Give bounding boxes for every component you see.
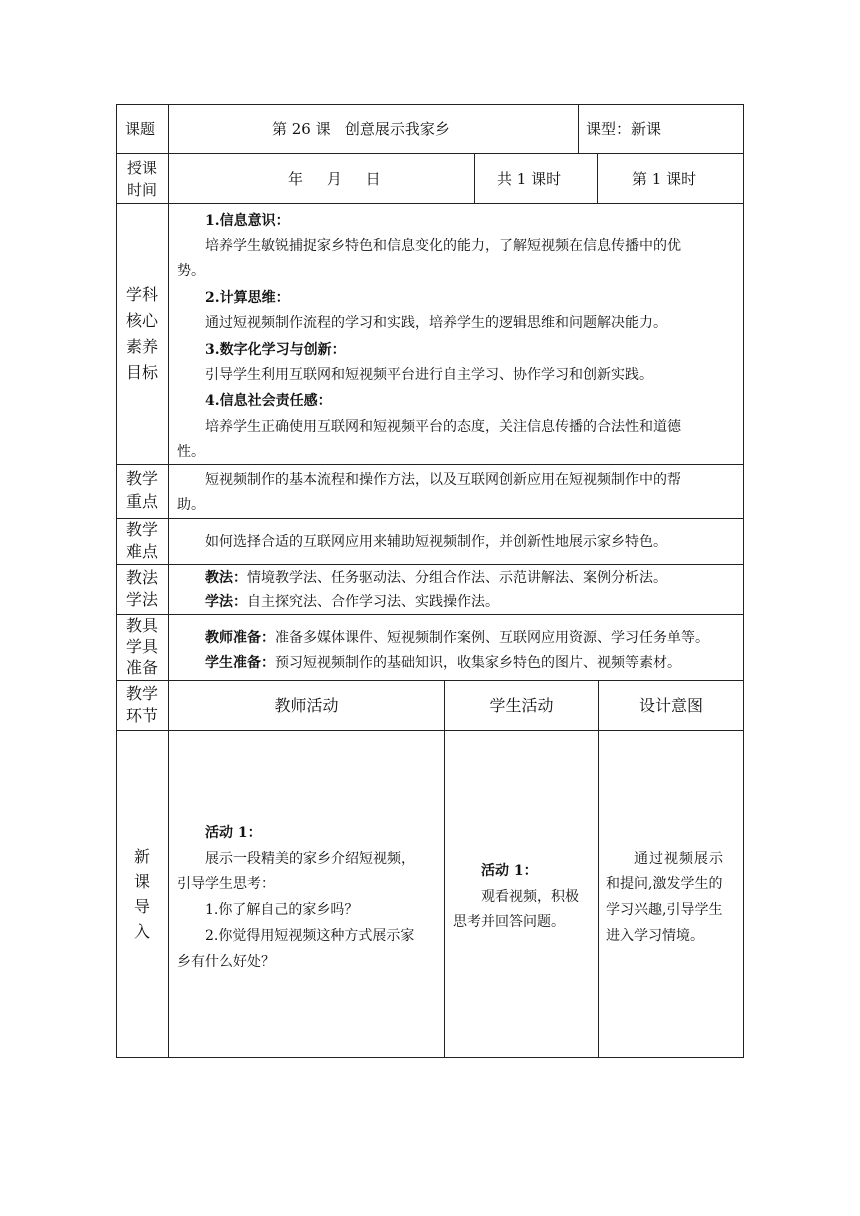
intro-label-4: 入 [133,922,150,941]
goal-3-text-1: 引导学生利用互联网和短视频平台进行自主学习、协作学习和创新实践。 [205,367,653,383]
intro-label-2: 课 [133,872,150,891]
teacher-prep-text: 准备多媒体课件、短视频制作案例、互联网应用资源、学习任务单等。 [275,630,709,646]
intro-teacher-q2-l2: 乡有什么好处？ [177,954,275,970]
difficulties-label-1: 教学 [125,520,158,539]
intro-student-line2: 思考并回答问题。 [453,914,565,930]
methods-label-1: 教法 [125,568,158,587]
stage-label-2: 环节 [125,706,158,725]
intro-student-heading: 活动 1： [481,863,538,879]
keypoints-label-2: 重点 [125,492,158,511]
teach-method-label: 教法： [205,570,247,586]
goals-label-2: 核心 [125,311,158,330]
student-prep-label: 学生准备： [205,655,275,671]
topic-label: 课题 [125,120,156,138]
goals-label-1: 学科 [125,285,158,304]
goal-2-heading: 2.计算思维： [205,290,290,306]
tools-label-2: 学具 [125,637,158,656]
difficulties-text: 如何选择合适的互联网应用来辅助短视频制作，并创新性地展示家乡特色。 [205,534,667,550]
stage-label-1: 教学 [125,684,158,703]
intro-teacher-line2: 引导学生思考： [177,876,275,892]
goal-4-text-1: 培养学生正确使用互联网和短视频平台的态度，关注信息传播的合法性和道德 [205,419,681,435]
goal-2-text-1: 通过短视频制作流程的学习和实践，培养学生的逻辑思维和问题解决能力。 [205,315,667,331]
teacher-prep-label: 教师准备： [205,630,275,646]
intro-teacher-q1: 1.你了解自己的家乡吗？ [205,902,359,918]
date-text: 年 月 日 [288,170,381,188]
tools-label-3: 准备 [125,658,158,677]
keypoints-label-1: 教学 [125,469,158,488]
goal-4-text-2: 性。 [177,444,205,460]
intro-design-line4: 进入学习情境。 [606,928,704,944]
intro-label-cell [116,730,169,1058]
tools-label-1: 教具 [125,616,158,635]
goal-3-heading: 3.数字化学习与创新： [205,342,346,358]
intro-student-line1: 观看视频，积极 [481,889,579,905]
goal-1-text-2: 势。 [177,263,205,279]
intro-teacher-line1: 展示一段精美的家乡介绍短视频， [205,851,415,867]
nth-hour: 第 1 课时 [632,170,697,188]
goals-label-4: 目标 [125,363,158,382]
methods-teach-line [205,566,667,590]
goal-1-text-1: 培养学生敏锐捕捉家乡特色和信息变化的能力，了解短视频在信息传播中的优 [205,238,681,254]
intro-teacher-q2-l1: 2.你觉得用短视频这种方式展示家 [205,928,415,944]
goals-label-3: 素养 [125,337,158,356]
student-prep-text: 预习短视频制作的基础知识，收集家乡特色的图片、视频等素材。 [275,655,681,671]
total-hours: 共 1 课时 [497,170,562,188]
lesson-title: 第 26 课 创意展示我家乡 [272,120,450,138]
tools-student-line [205,651,681,675]
methods-learn-line [205,590,499,614]
student-activity-header: 学生活动 [489,696,554,715]
intro-design-line2: 和提问,激发学生的 [606,876,723,892]
intro-label-1: 新 [133,847,150,866]
teacher-activity-header: 教师活动 [274,696,339,715]
learn-method-label: 学法： [205,594,247,610]
intro-design-line1: 通过视频展示 [634,851,724,867]
time-label-2: 时间 [126,181,157,199]
intro-design-line3: 学习兴趣,引导学生 [606,902,723,918]
intro-label-3: 导 [133,897,150,916]
tools-teacher-line [205,626,709,650]
goals-label-cell [116,203,169,465]
keypoints-text-2: 助。 [177,497,205,513]
intro-teacher-heading: 活动 1： [205,825,262,841]
design-intent-header: 设计意图 [638,696,703,715]
methods-label-2: 学法 [125,590,158,609]
teach-method-text: 情境教学法、任务驱动法、分组合作法、示范讲解法、案例分析法。 [247,570,667,586]
learn-method-text: 自主探究法、合作学习法、实践操作法。 [247,594,499,610]
keypoints-text-1: 短视频制作的基本流程和操作方法，以及互联网创新应用在短视频制作中的帮 [205,472,681,488]
lesson-type: 课型：新课 [586,120,662,138]
goal-1-heading: 1.信息意识： [205,213,290,229]
difficulties-label-2: 难点 [125,542,158,561]
goal-4-heading: 4.信息社会责任感： [205,393,332,409]
time-label-1: 授课 [126,159,157,177]
